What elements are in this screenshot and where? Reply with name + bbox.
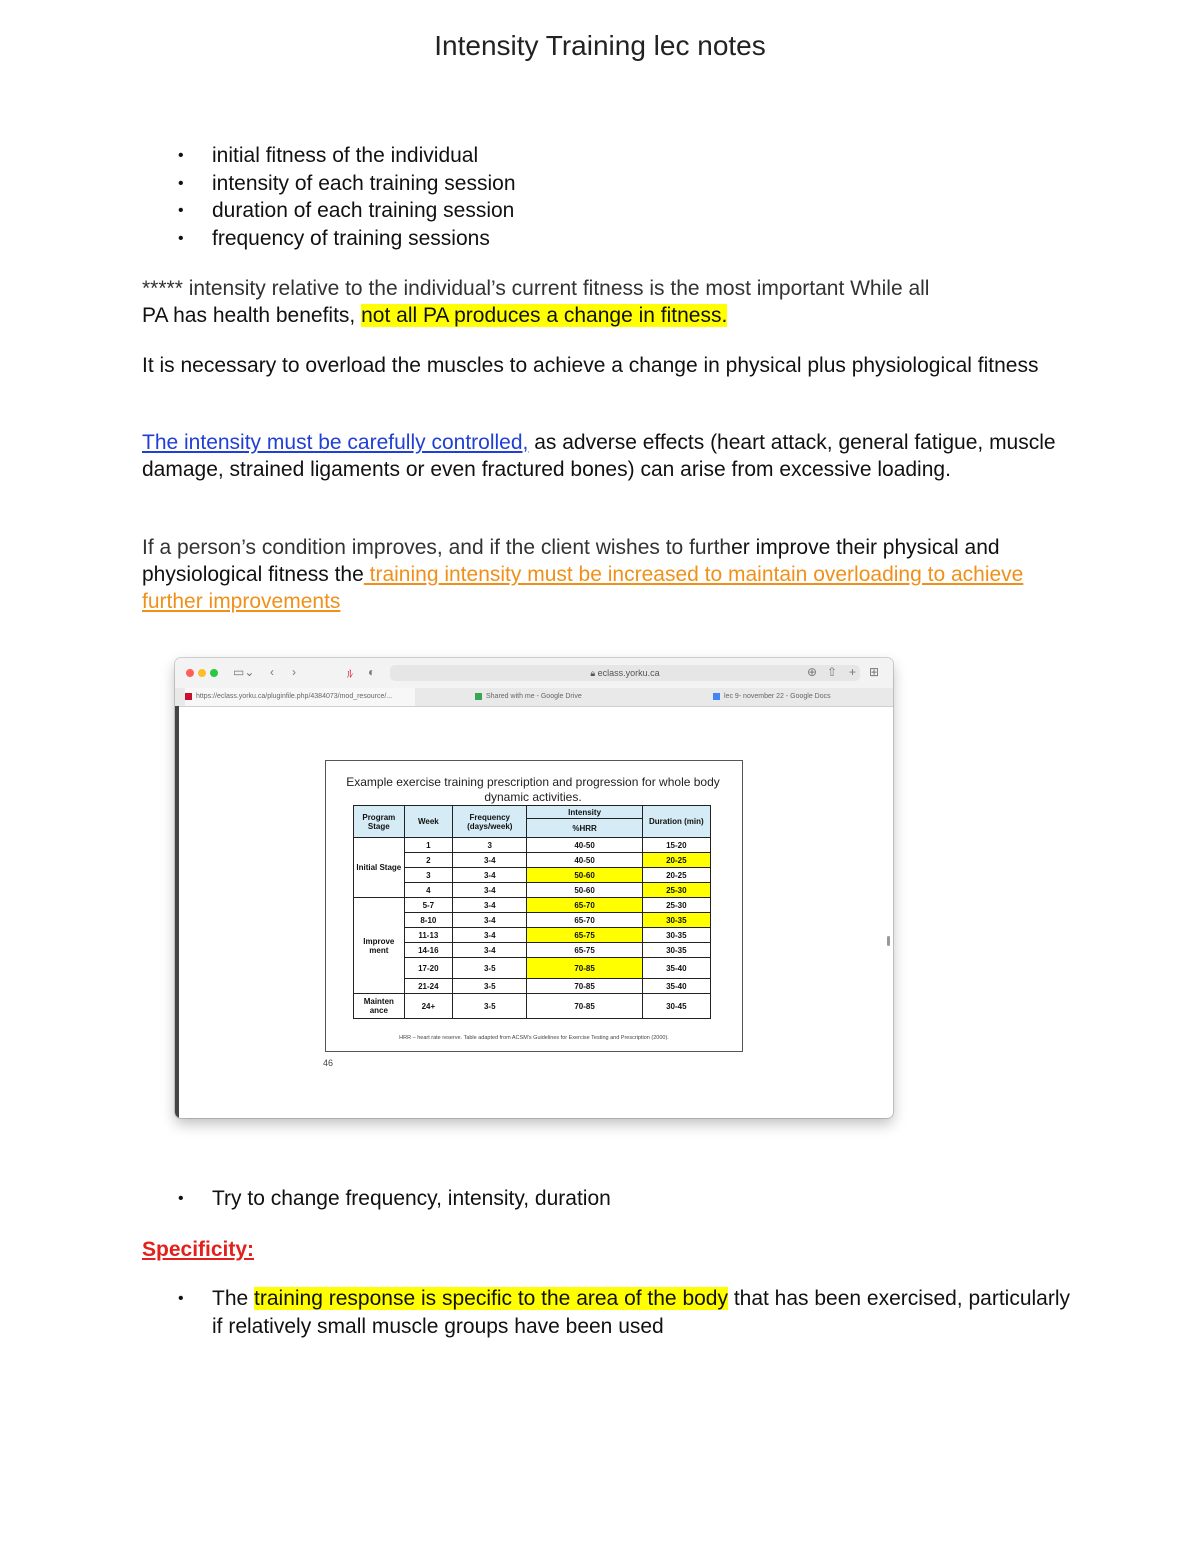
scrollbar-thumb [887,936,890,946]
specificity-heading [142,1236,1072,1263]
week-cell: 3 [404,868,452,883]
week-cell: 24+ [404,994,452,1019]
week-cell: 4 [404,883,452,898]
tab-label: lec 9- november 22 - Google Docs [724,693,831,700]
sidebar-icon: ▭⌄ [233,665,255,679]
frequency-cell: 3-5 [453,994,527,1019]
table-row [354,943,711,958]
list-item: • Try to change frequency, intensity, duration [142,1185,611,1213]
paragraph-text: If a person’s condition improves, and if the client wishes to furth [142,536,732,559]
york-logo-icon [185,693,192,700]
week-cell: 5-7 [404,898,452,913]
stage-cell: Initial Stage [354,838,405,898]
tab-eclass-pdf [185,688,415,706]
stage-cell: Mainten ance [354,994,405,1019]
week-cell: 8-10 [404,913,452,928]
table-row [354,898,711,913]
paragraph-progression [142,534,1082,615]
forward-arrow-icon: › [292,665,296,679]
frequency-cell: 3-4 [453,928,527,943]
address-text: eclass.yorku.ca [597,668,660,678]
minimize-window-dot [198,669,206,677]
week-cell: 11-13 [404,928,452,943]
table-row [354,958,711,979]
duration-cell: 30-45 [642,994,710,1019]
shield-icon: ◐ [368,665,376,679]
table-row [354,913,711,928]
tab-label: Shared with me - Google Drive [486,693,582,700]
table-row [354,868,711,883]
frequency-cell: 3-4 [453,943,527,958]
pdf-viewer-edge [175,706,179,1118]
paragraph-text: ***** intensity relative to the individual’s current fitness is the most important While all [142,277,930,300]
hrr-cell: 70-85 [527,979,642,994]
list-item-text: that has been exercised, particularly if relatively small muscle groups have been used [212,1287,1071,1338]
week-cell: 1 [404,838,452,853]
duration-cell: 30-35 [642,943,710,958]
table-row [354,928,711,943]
tab-label: https://eclass.yorku.ca/pluginfile.php/4384073/mod_resource/... [196,693,393,700]
paragraph-intensity-importance [142,275,1072,329]
hrr-cell: 50-60 [527,868,642,883]
hrr-cell: 70-85 [527,958,642,979]
close-window-dot [186,669,194,677]
list-item-text: The [212,1287,255,1310]
table-row [354,853,711,868]
duration-cell: 20-25 [642,853,710,868]
header-hrr: %HRR [527,819,642,838]
header-week: Week [404,806,452,838]
drive-icon [475,693,482,700]
slide-title: Example exercise training prescription and progression for whole body dynamic activities. [346,775,720,804]
stage-cell: Improve ment [354,898,405,994]
header-stage: Program Stage [354,806,405,838]
address-bar [390,665,860,681]
list-item: • duration of each training session [142,197,516,225]
factors-list [142,142,516,252]
duration-cell: 30-35 [642,928,710,943]
paragraph-text: as adverse effects (heart attack, general fatigue, muscle damage, strained ligaments or even fractured bones) can arise from excessive loading. [142,431,1056,481]
lock-icon: 🔒︎ [590,668,598,678]
duration-cell: 35-40 [642,958,710,979]
table-footnote: HRR – heart rate reserve. Table adapted from ACSM’s Guidelines for Exercise Testing and Prescription (2000). [399,1035,669,1041]
duration-cell: 15-20 [642,838,710,853]
tab-overview-icon: ⊞ [869,665,880,679]
header-intensity: Intensity [527,806,642,819]
paragraph-controlled-intensity [142,429,1072,483]
frequency-cell: 3-4 [453,868,527,883]
hrr-cell: 65-75 [527,943,642,958]
duration-cell: 25-30 [642,883,710,898]
tab-google-drive [475,688,655,706]
week-cell: 14-16 [404,943,452,958]
frequency-cell: 3-4 [453,853,527,868]
hrr-cell: 40-50 [527,853,642,868]
hyperlink-text[interactable]: The intensity must be carefully controlled, [142,431,529,454]
hrr-cell: 70-85 [527,994,642,1019]
duration-cell: 20-25 [642,868,710,883]
hrr-cell: 65-75 [527,928,642,943]
list-item [142,1285,1072,1340]
table-row [354,883,711,898]
paragraph-text: er improve their physical and physiological fitness the [142,536,1000,586]
list-item: • frequency of training sessions [142,225,516,253]
duration-cell: 30-35 [642,913,710,928]
table-row [354,838,711,853]
extension-icon: ﾙ [347,667,354,681]
change-list [142,1185,611,1213]
docs-icon [713,693,720,700]
browser-toolbar [175,658,893,689]
frequency-cell: 3-5 [453,979,527,994]
browser-tab-bar [175,688,893,707]
lecture-slide [325,760,743,1052]
hrr-cell: 65-70 [527,913,642,928]
share-icon: ⇧ [827,665,838,679]
page-title: Intensity Training lec notes [434,30,766,61]
highlighted-text: not all PA produces a change in fitness. [361,304,728,327]
week-cell: 2 [404,853,452,868]
frequency-cell: 3-4 [453,913,527,928]
frequency-cell: 3-4 [453,883,527,898]
back-arrow-icon: ‹ [270,665,274,679]
frequency-cell: 3-5 [453,958,527,979]
table-row [354,979,711,994]
zoom-window-dot [210,669,218,677]
table-row [354,994,711,1019]
list-item: • initial fitness of the individual [142,142,516,170]
week-cell: 17-20 [404,958,452,979]
section-heading: Specificity: [142,1238,255,1261]
list-item: • intensity of each training session [142,170,516,198]
header-frequency: Frequency (days/week) [453,806,527,838]
hyperlink-text[interactable]: training intensity must be increased to maintain overloading to achieve further improvements [142,563,1024,613]
hrr-cell: 40-50 [527,838,642,853]
new-tab-icon: + [849,665,857,679]
download-icon: ⊕ [807,665,818,679]
frequency-cell: 3-4 [453,898,527,913]
hrr-cell: 50-60 [527,883,642,898]
paragraph-overload: It is necessary to overload the muscles to achieve a change in physical plus physiological fitness [142,354,1039,377]
hrr-cell: 65-70 [527,898,642,913]
specificity-list [142,1285,1072,1340]
slide-page-number: 46 [323,1058,334,1068]
prescription-table [353,805,711,1019]
frequency-cell: 3 [453,838,527,853]
embedded-browser-screenshot [175,658,893,1118]
highlighted-text: training response is specific to the area of the body [254,1287,728,1310]
duration-cell: 35-40 [642,979,710,994]
tab-google-docs [713,688,888,706]
header-duration: Duration (min) [642,806,710,838]
duration-cell: 25-30 [642,898,710,913]
paragraph-text: PA has health benefits, [142,304,362,327]
week-cell: 21-24 [404,979,452,994]
